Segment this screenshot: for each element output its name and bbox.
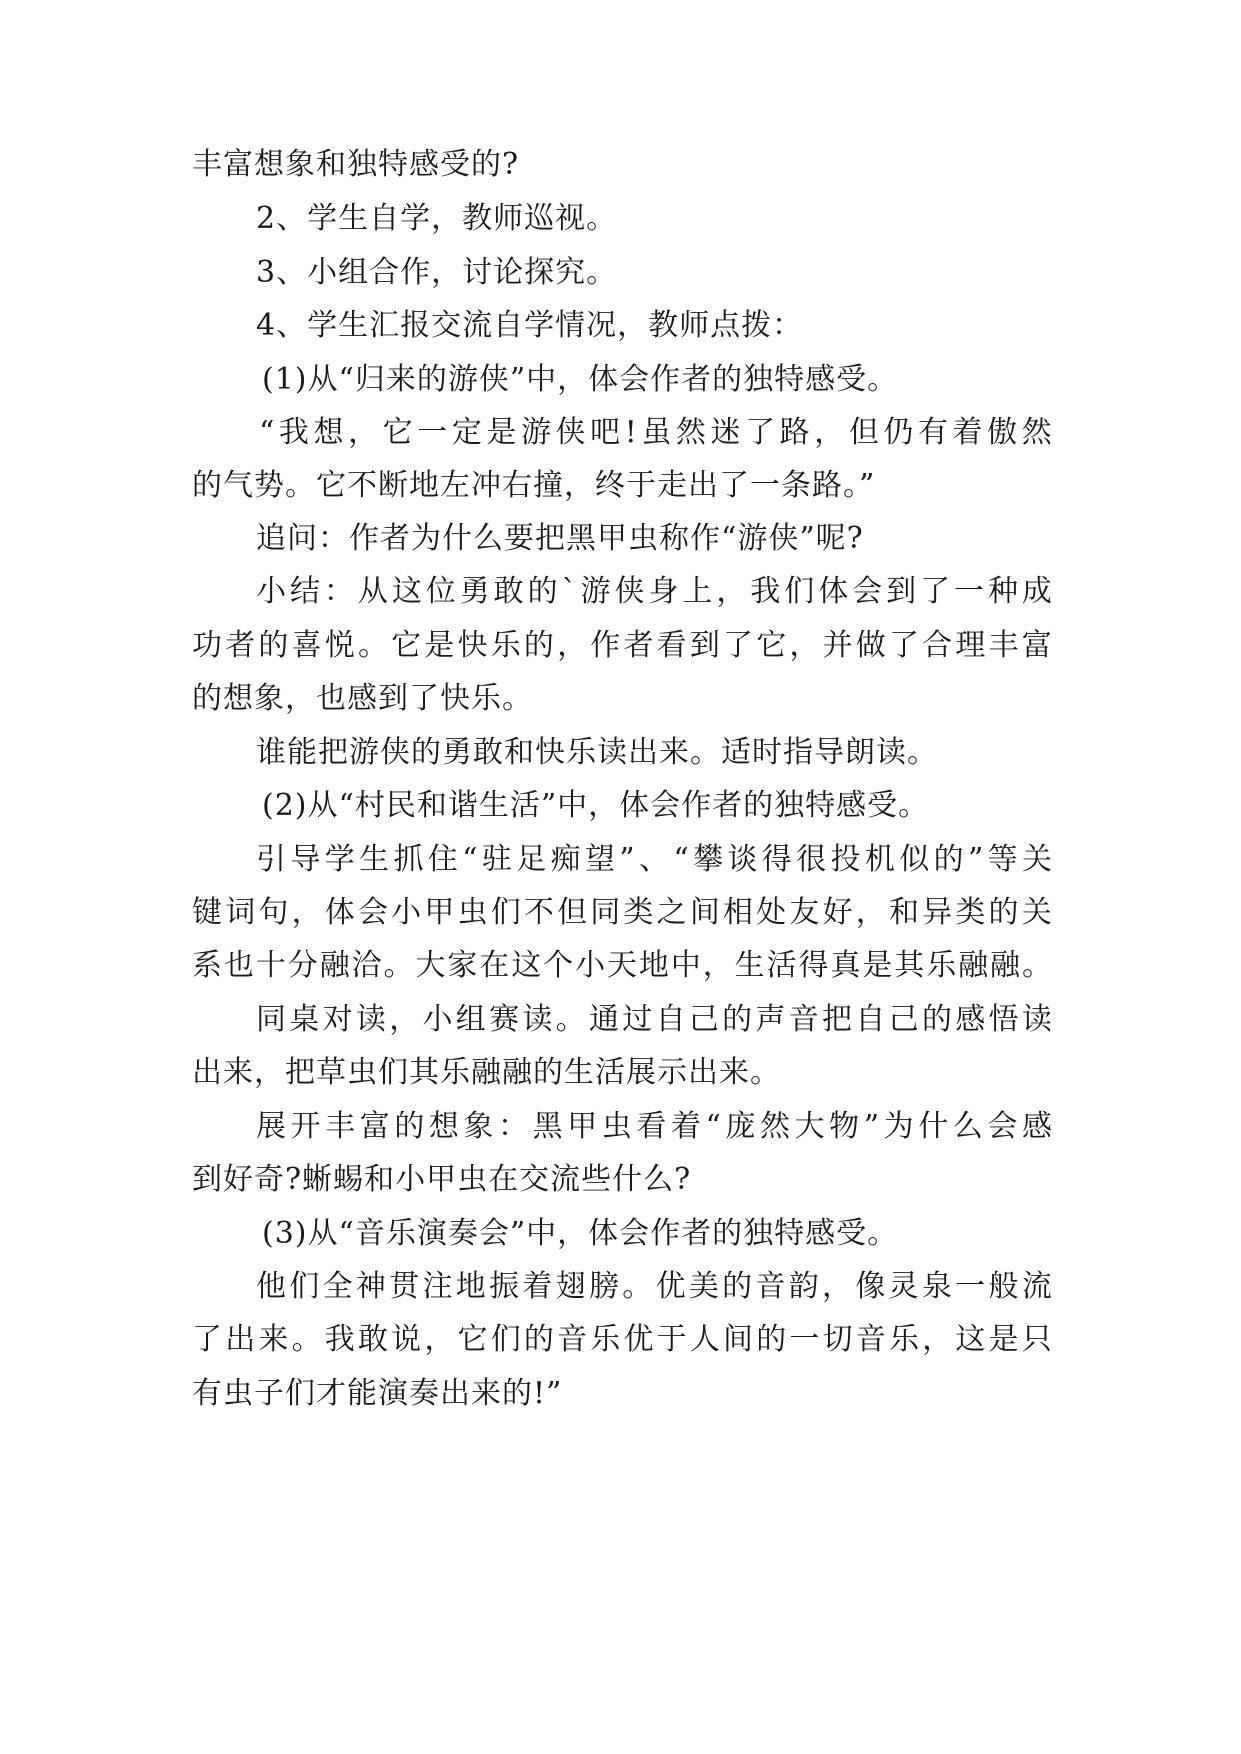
text-line: 展 开 丰 富 的 想 象 ： 黑 甲 虫 看 着 “ 庞 然 大 物 ” 为 什 么 会 感 <box>256 1109 1052 1144</box>
text-line: 的想象，也感到了快乐。 <box>192 681 533 716</box>
text-line: 到好奇?蜥蜴和小甲虫在交流些什么? <box>192 1162 692 1197</box>
text-line: (2)从“村民和谐生活”中，体会作者的独特感受。 <box>262 788 930 823</box>
text-line: 他 们 全 神 贯 注 地 振 着 翅 膀 。 优 美 的 音 韵 ， 像 灵 泉 一 般 流 <box>256 1269 1052 1304</box>
text-line: 小 结 ： 从 这 位 勇 敢 的 ` 游 侠 身 上 ， 我 们 体 会 到 了 一 种 成 <box>256 574 1052 609</box>
text-line: 同 桌 对 读 ， 小 组 赛 读 。 通 过 自 己 的 声 音 把 自 己 的 感 悟 读 <box>256 1002 1052 1037</box>
text-line: (1)从“归来的游侠”中，体会作者的独特感受。 <box>262 362 899 397</box>
text-line: 了 出 来 。 我 敢 说 ， 它 们 的 音 乐 优 于 人 间 的 一 切 音 乐 ， 这 是 只 <box>192 1322 1052 1357</box>
text-line: 谁能把游侠的勇敢和快乐读出来。适时指导朗读。 <box>256 735 938 770</box>
text-line: 的气势。它不断地左冲右撞，终于走出了一条路。” <box>192 468 876 503</box>
text-line: 系 也 十 分 融 洽 。 大 家 在 这 个 小 天 地 中 ， 生 活 得 真 是 其 乐 融 融 。 <box>192 948 1052 983</box>
text-line: 3、小组合作，讨论探究。 <box>256 255 618 290</box>
text-line: 功 者 的 喜 悦 。 它 是 快 乐 的 ， 作 者 看 到 了 它 ， 并 做 了 合 理 丰 富 <box>192 628 1052 663</box>
text-line: 4、学生汇报交流自学情况，教师点拨： <box>256 308 804 343</box>
text-line: 引 导 学 生 抓 住 “ 驻 足 痴 望 ” 、 “ 攀 谈 得 很 投 机 似 的 ” 等 关 <box>256 842 1052 877</box>
text-line: 丰富想象和独特感受的? <box>192 147 520 182</box>
text-line: 键 词 句 ， 体 会 小 甲 虫 们 不 但 同 类 之 间 相 处 友 好 ， 和 异 类 的 关 <box>192 895 1052 930</box>
text-line: “ 我 想 ， 它 一 定 是 游 侠 吧 ! 虽 然 迷 了 路 ， 但 仍 有 着 傲 然 <box>259 415 1052 450</box>
text-line: (3)从“音乐演奏会”中，体会作者的独特感受。 <box>262 1216 899 1251</box>
text-line: 追问：作者为什么要把黑甲虫称作“游侠”呢? <box>256 521 864 556</box>
text-line: 有虫子们才能演奏出来的!” <box>192 1376 563 1411</box>
text-line: 出来，把草虫们其乐融融的生活展示出来。 <box>192 1055 781 1090</box>
text-line: 2、学生自学，教师巡视。 <box>256 201 618 236</box>
